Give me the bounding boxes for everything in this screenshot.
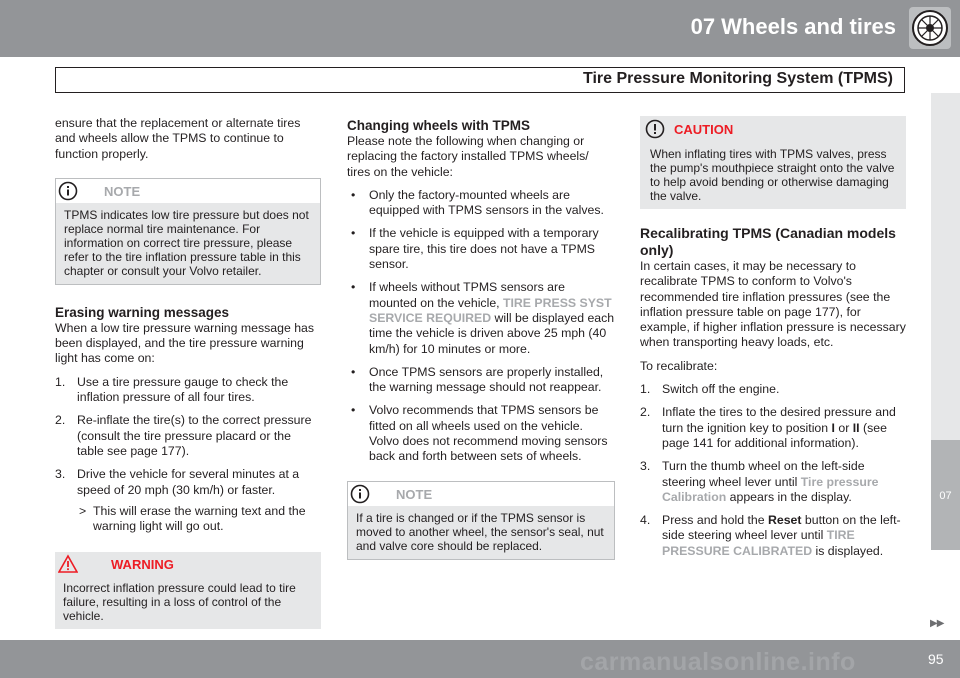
note-box bbox=[55, 178, 321, 285]
display-message: TIRE PRESS SYST SERVICE REQUIRED bbox=[369, 295, 612, 325]
caution-box bbox=[640, 116, 906, 209]
step-number: 1. bbox=[640, 382, 651, 397]
info-icon bbox=[58, 181, 78, 201]
to-recalibrate-label: To recalibrate: bbox=[640, 358, 718, 373]
list-item: • Volvo recommends that TPMS sensors be fitted on all wheels used on the vehicle. Volvo does not recommend moving sensors back and forth between sets of wheels. bbox=[347, 403, 615, 464]
step-text: Press and hold the bbox=[662, 513, 768, 528]
section-header-bar bbox=[55, 67, 905, 93]
list-item: • If the vehicle is equipped with a temporary spare tire, this tire does not have a TPMS sensor. bbox=[347, 226, 615, 272]
list-item: • Once TPMS sensors are properly installed, the warning message should not reappear. bbox=[347, 365, 615, 396]
display-message: TIRE PRESSURE CALIBRATED bbox=[662, 528, 855, 558]
chapter-side-tab-label: 07 bbox=[939, 490, 952, 502]
chapter-side-tab[interactable] bbox=[931, 440, 960, 550]
page-number: 95 bbox=[928, 651, 944, 667]
note-label: NOTE bbox=[104, 183, 141, 199]
ignition-position-1: I bbox=[831, 420, 835, 435]
caution-label: CAUTION bbox=[674, 122, 734, 137]
column-1 bbox=[55, 116, 321, 643]
watermark: carmanualsonline.info bbox=[580, 648, 856, 676]
warning-label: WARNING bbox=[111, 557, 174, 573]
result-text: This will erase the warning text and the warning light will go out. bbox=[93, 503, 306, 534]
chapter-title: 07 Wheels and tires bbox=[690, 14, 896, 39]
note-header bbox=[56, 179, 320, 203]
step-text: Inflate the tires to the desired pressure and turn the ignition key to position bbox=[662, 405, 896, 435]
step-text: or bbox=[834, 420, 853, 435]
recalibrating-intro: In certain cases, it may be necessary to recalibrate TPMS to conform to Volvo's recommended tire inflation pressures (see the inflation pressure table on page 177), for example, if higher inflation pressure is necessary when transporting heavy loads, etc. bbox=[640, 259, 906, 350]
tire-icon bbox=[908, 6, 952, 50]
caution-icon bbox=[645, 119, 665, 139]
step-number: 2. bbox=[55, 413, 66, 428]
step-text: Turn the thumb wheel on the left-side steering wheel lever until bbox=[662, 459, 865, 489]
step-number: 2. bbox=[640, 405, 651, 420]
caution-text: When inflating tires with TPMS valves, press the pump's mouthpiece straight onto the valve to help avoid bending or otherwise damaging the valve. bbox=[640, 142, 906, 209]
erasing-heading: Erasing warning messages bbox=[55, 304, 230, 320]
list-item bbox=[55, 413, 321, 459]
warning-header bbox=[55, 552, 321, 576]
info-icon bbox=[350, 484, 370, 504]
step-number: 3. bbox=[55, 467, 66, 482]
chapter-header-bar bbox=[0, 0, 960, 57]
intro-paragraph: ensure that the replacement or alternate tires and wheels allow the TPMS to continue to function properly. bbox=[55, 116, 301, 161]
bullet-text: If wheels without TPMS sensors are mounted on the vehicle, bbox=[369, 280, 565, 310]
display-message: Tire pressure Calibration bbox=[662, 474, 879, 504]
step-number: 4. bbox=[640, 513, 651, 528]
list-item bbox=[55, 375, 321, 406]
column-3 bbox=[640, 116, 906, 567]
note-header bbox=[348, 482, 614, 506]
section-title: Tire Pressure Monitoring System (TPMS) bbox=[583, 70, 893, 87]
reset-button-name: Reset bbox=[767, 513, 802, 528]
step-number: 3. bbox=[640, 459, 651, 474]
ignition-position-2: II bbox=[852, 420, 860, 435]
step-result bbox=[77, 504, 321, 535]
note-box bbox=[347, 481, 615, 560]
list-item bbox=[640, 382, 906, 397]
step-text: Drive the vehicle for several minutes at a speed of 20 mph (30 km/h) or faster. bbox=[77, 467, 300, 497]
erasing-steps bbox=[55, 375, 321, 535]
result-marker: > bbox=[79, 503, 87, 518]
changing-wheels-intro: Please note the following when changing or replacing the factory installed TPMS wheels/ tires on the vehicle: bbox=[347, 134, 589, 179]
erasing-intro: When a low tire pressure warning message has been displayed, and the tire pressure warning light has come on: bbox=[55, 320, 315, 366]
changing-wheels-list bbox=[347, 188, 615, 465]
warning-box bbox=[55, 552, 321, 629]
note-label: NOTE bbox=[396, 486, 433, 502]
column-2 bbox=[347, 116, 615, 574]
changing-wheels-heading: Changing wheels with TPMS bbox=[347, 118, 531, 133]
step-number: 1. bbox=[55, 374, 66, 389]
list-item bbox=[640, 459, 906, 505]
step-text: Use a tire pressure gauge to check the inflation pressure of all four tires. bbox=[77, 374, 289, 405]
bullet-text: will be displayed each time the vehicle is driven above 25 mph (40 km/h) for 10 minutes or more. bbox=[369, 310, 615, 356]
warning-triangle-icon bbox=[58, 554, 78, 574]
warning-text: Incorrect inflation pressure could lead to tire failure, resulting in a loss of control of the vehicle. bbox=[55, 576, 321, 629]
step-text: button on the left-side steering wheel lever until bbox=[662, 513, 901, 543]
list-item bbox=[55, 467, 321, 534]
step-text: is displayed. bbox=[812, 543, 884, 558]
step-text: appears in the display. bbox=[726, 489, 852, 504]
step-text: Switch off the engine. bbox=[662, 382, 780, 397]
list-item: • Only the factory-mounted wheels are equipped with TPMS sensors in the valves. bbox=[347, 188, 615, 219]
note-text: TPMS indicates low tire pressure but does not replace normal tire maintenance. For information on correct tire pressure, please refer to the tire inflation pressure table in this chapter or consult your Volvo retailer. bbox=[56, 203, 320, 284]
step-text: Re-inflate the tire(s) to the correct pressure (consult the tire pressure placard or the table see page 177). bbox=[77, 413, 312, 458]
list-item bbox=[640, 405, 906, 451]
note-text: If a tire is changed or if the TPMS sensor is moved to another wheel, the sensor's seal, nut and valve core should be replaced. bbox=[348, 506, 614, 559]
recalibrating-heading: Recalibrating TPMS (Canadian models only) bbox=[640, 225, 896, 258]
step-text: (see page 141 for additional information). bbox=[662, 420, 887, 450]
caution-header bbox=[640, 116, 906, 142]
side-strip bbox=[931, 93, 960, 440]
list-item bbox=[640, 513, 906, 559]
list-item bbox=[347, 280, 615, 356]
recalibrate-steps bbox=[640, 382, 906, 559]
continue-arrows-icon: ▶▶ bbox=[930, 618, 944, 629]
